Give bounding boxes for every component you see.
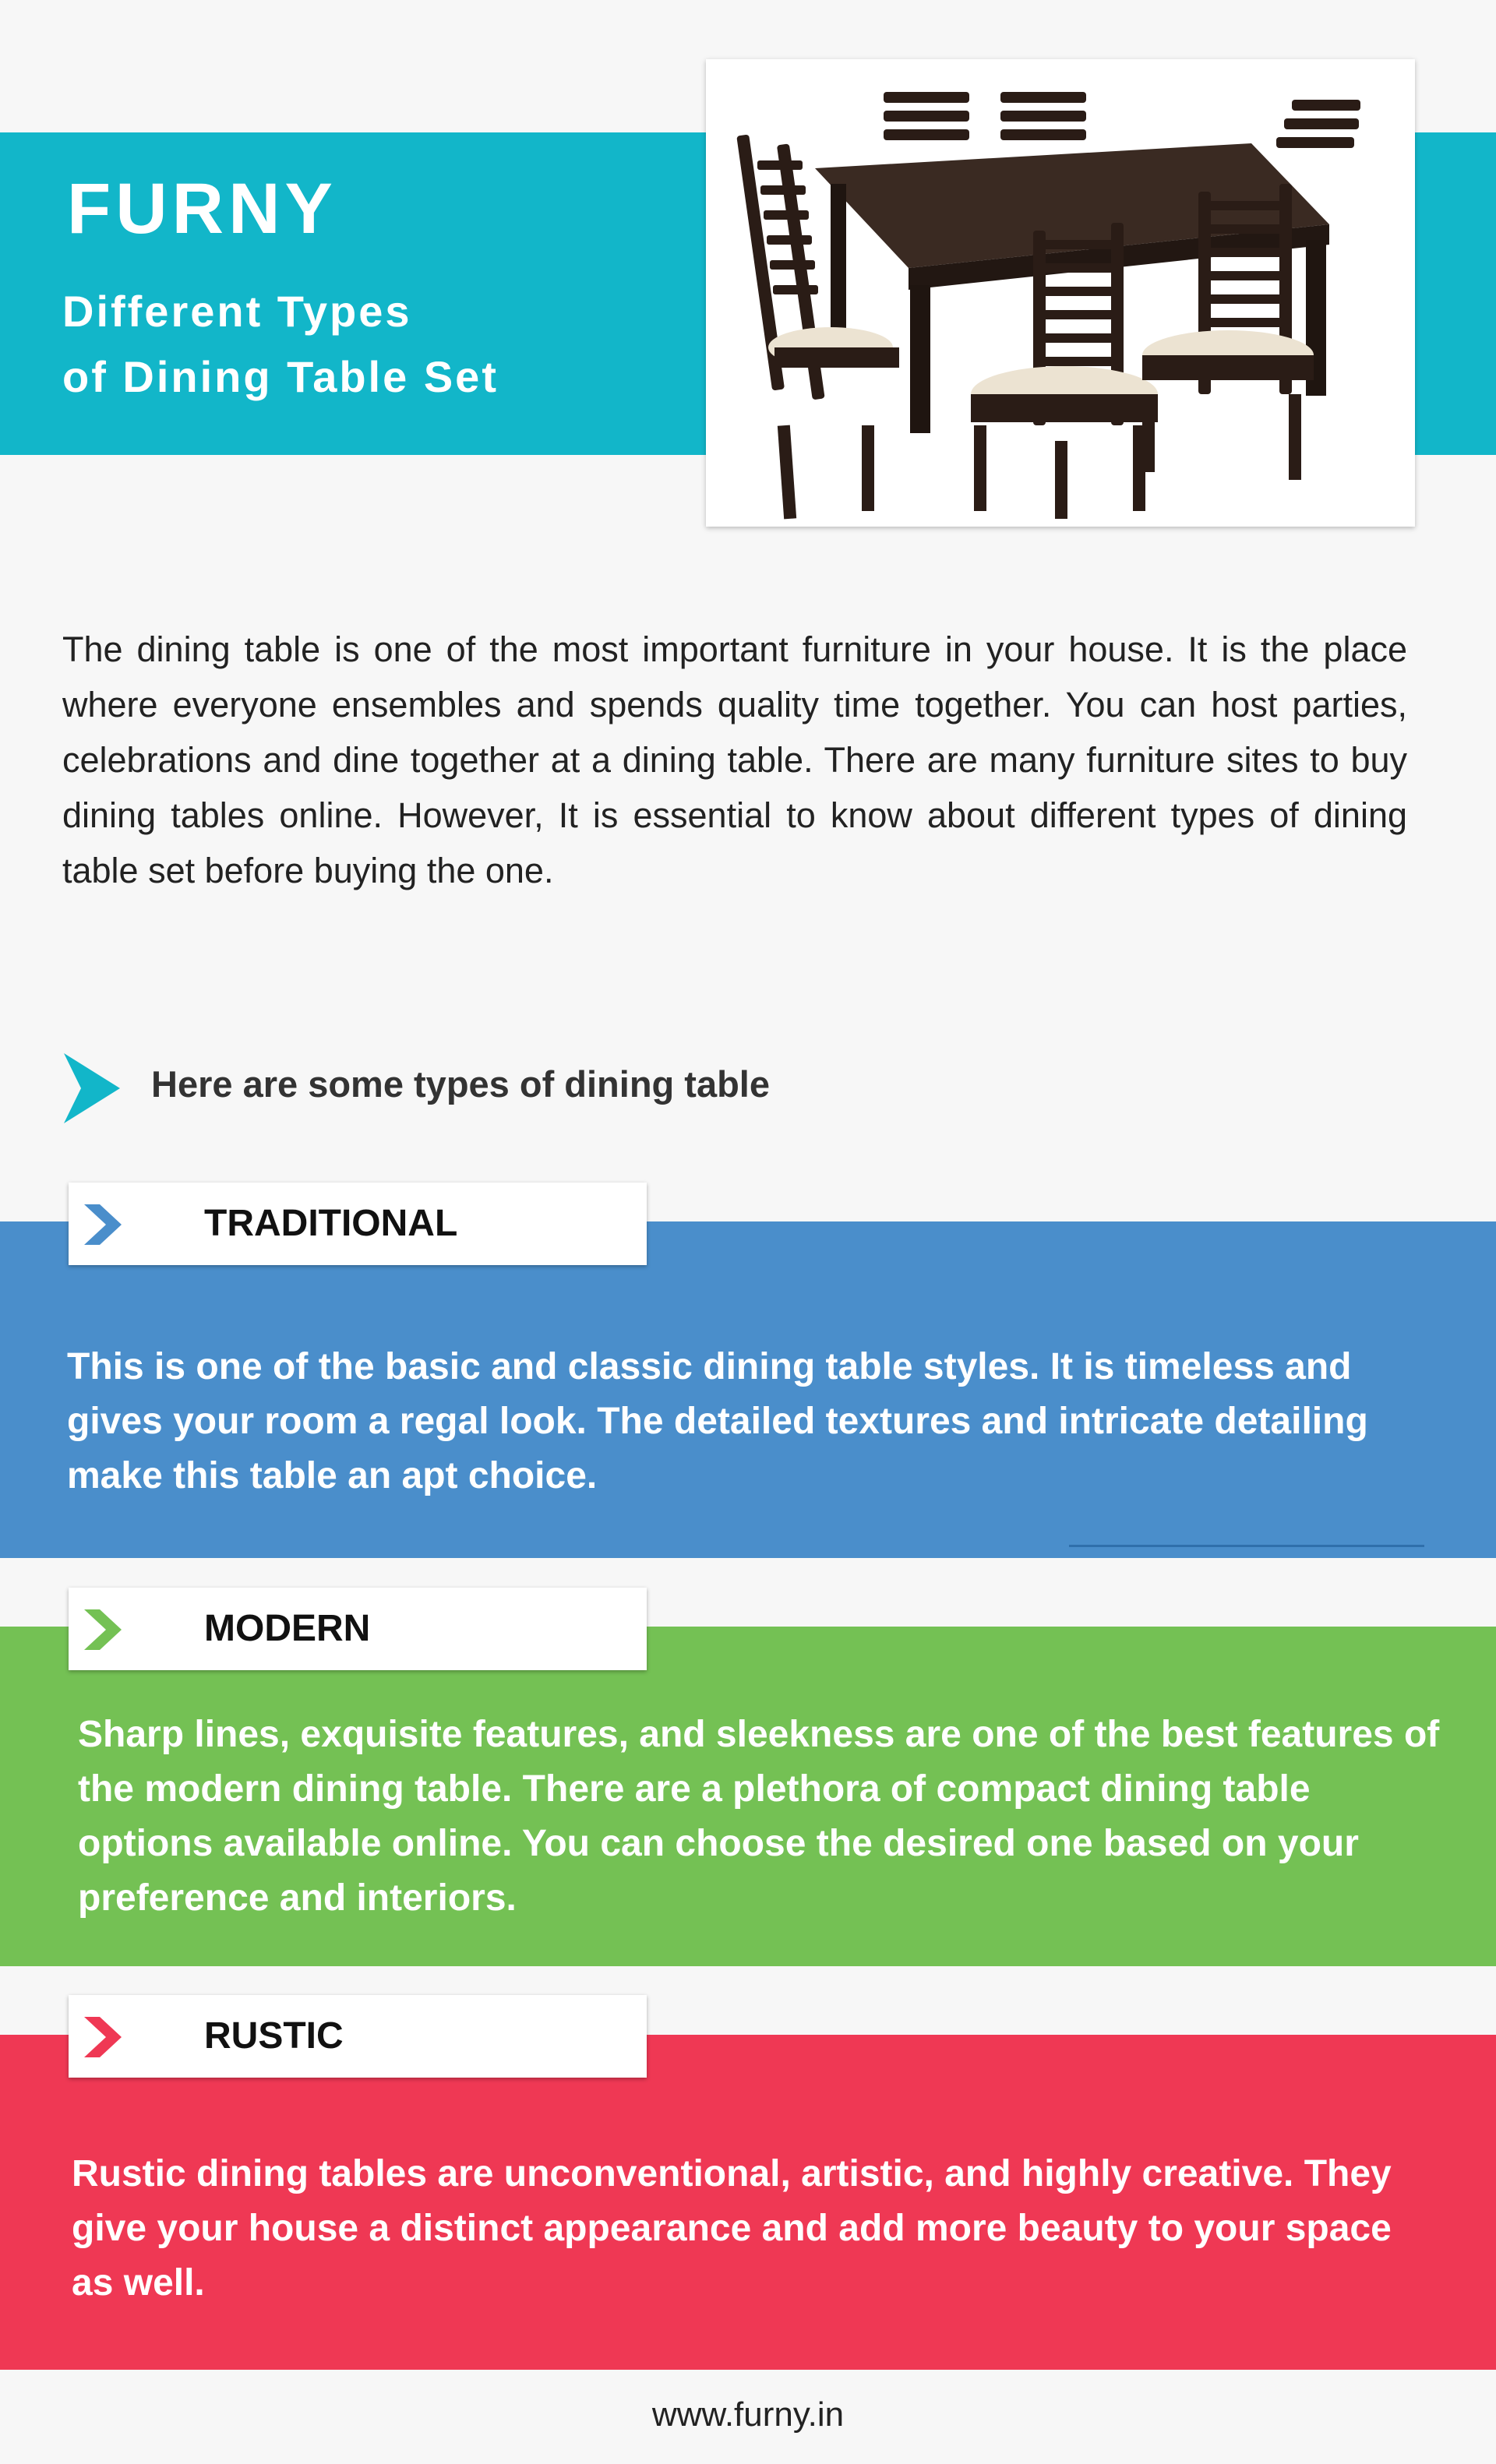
modern-label: MODERN bbox=[204, 1608, 371, 1649]
rustic-label: RUSTIC bbox=[204, 2015, 344, 2057]
chevron-right-icon bbox=[81, 1204, 125, 1245]
furny-logo[interactable]: FURNY bbox=[67, 169, 337, 249]
callout-heading: Here are some types of dining table bbox=[151, 1063, 770, 1105]
traditional-description: This is one of the basic and classic dining table styles. It is timeless and gives your room a regal look. The detailed textures and intricate detailing make this table an apt choice. bbox=[67, 1346, 1368, 1496]
rustic-tag bbox=[69, 1995, 647, 2078]
chevron-right-icon bbox=[64, 1053, 120, 1127]
page-title-line-2: of Dining Table Set bbox=[62, 352, 499, 401]
chevron-right-icon bbox=[81, 1609, 125, 1650]
modern-tag bbox=[69, 1588, 647, 1670]
page-title-line-1: Different Types bbox=[62, 287, 412, 336]
dining-table-set-image bbox=[706, 59, 1415, 527]
footer-link[interactable]: www.furny.in bbox=[651, 2395, 845, 2434]
traditional-tag bbox=[69, 1183, 647, 1265]
rustic-description: Rustic dining tables are unconventional, artistic, and highly creative. They give your house a distinct appearance and add more beauty to your space as well. bbox=[72, 2153, 1392, 2304]
traditional-label: TRADITIONAL bbox=[204, 1203, 458, 1244]
dining-table-illustration bbox=[706, 59, 1415, 527]
section-divider bbox=[1069, 1545, 1424, 1547]
chevron-right-icon bbox=[81, 2017, 125, 2057]
intro-paragraph: The dining table is one of the most important furniture in your house. It is the place where everyone ensembles and spends quality time together. You can host parties, celebrations and dine together at a dining table. There are many furniture sites to buy dining tables online. However, It is essential to know about different types of dining table set before buying the one. bbox=[62, 629, 1407, 890]
modern-description: Sharp lines, exquisite features, and sleekness are one of the best features of the modern dining table. There are a plethora of compact dining table options available online. You can choose the desired one based on your preference and interiors. bbox=[78, 1714, 1440, 1919]
page-title bbox=[62, 279, 654, 410]
